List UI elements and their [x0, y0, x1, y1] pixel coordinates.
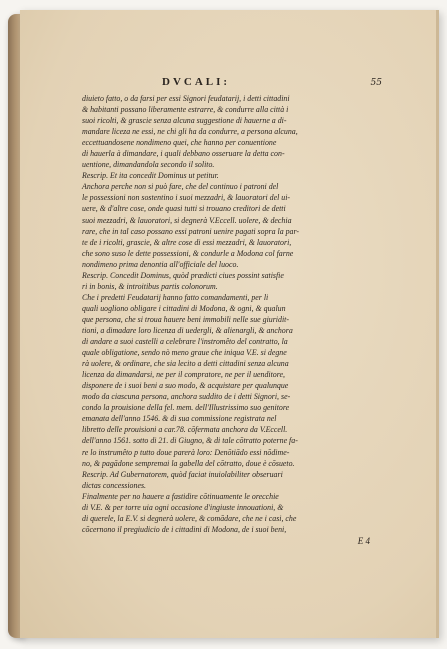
text-line: uentione, dimandandola secondo il solito. — [82, 160, 215, 170]
text-line: Finalmente per no hauere a fastidire cōtinuamente le orecchie — [82, 491, 279, 501]
body-text — [82, 93, 382, 535]
text-line: di querele, la E.V. si degnerà uolere, & comādare, che ne i casi, che — [82, 513, 297, 523]
text-line: cōcernono il pregiudicio de i cittadini di Modona, de i suoi beni, — [82, 524, 287, 534]
text-line: licenza da dimandarsi, ne per il compratore, ne per il uenditore, — [82, 370, 286, 380]
text-line: mandare liceza ne essi, ne chi gli ha da condurre, a persona alcuna, — [82, 127, 298, 137]
text-line: diuieto fatto, o da farsi per essi Signori feudatarij, i detti cittadini — [82, 94, 290, 103]
text-line: uere, & d'altre cose, onde quasi tutti si trouano creditori de detti — [82, 204, 286, 214]
text-line: libretto delle prouisioni a car.78. cōfermata anchora da V.Eccell. — [82, 425, 288, 435]
text-line: le possessioni non sostentino i suoi mezzadri, & lauoratori del ui- — [82, 193, 291, 203]
book — [8, 10, 442, 640]
text-line: quale obligatione, sendo nò meno graue che iniqua V.E. si degne — [82, 348, 287, 358]
text-line: condo la prouisione della fel. mem. dell'Illustrissimo suo genitore — [82, 403, 290, 413]
text-line: modo da ciascuna persona, anchora suddito de i detti Signori, se- — [82, 392, 291, 402]
text-line: di andare a suoi castelli a celebrare l'instromêto del contratto, la — [82, 337, 288, 347]
text-line: dell'anno 1561. sotto di 21. di Giugno, & di tale cōtratto poterne fa- — [82, 436, 298, 446]
text-line: ri in bonis, & introitibus partis colonorum. — [82, 281, 218, 291]
text-block — [82, 76, 382, 546]
text-line: dictas concessiones. — [82, 480, 146, 490]
text-line: di V.E. & per torre uia ogni occasione d'ingiuste innouationi, & — [82, 502, 284, 512]
page-number: 55 — [370, 78, 382, 88]
text-line: Che i predetti Feudatarij hanno fatto comandamenti, per li — [82, 292, 269, 302]
text-line: che sono suso le dette possessioni, & condurle a Modona col farne — [82, 248, 294, 258]
text-line: emanata dell'anno 1546. & di sua commissione registrata nel — [82, 414, 277, 424]
text-line: & habitanti possano liberamente estrarre, & condurre alla città i — [82, 105, 289, 115]
text-line: rare, che in tal caso possano essi patroni uenire pagati sopra la par- — [82, 226, 300, 236]
text-line: te de i ricolti, grascie, & altre cose di essi mezzadri, & lauoratori, — [82, 237, 292, 247]
text-line: di hauerla à dimandare, i quali debbano osseruare la detta con- — [82, 149, 285, 159]
text-line: re lo instrumêto p tutto doue parerà loro: Denōtiādo essi nōdime- — [82, 447, 290, 457]
signature-mark: E 4 — [357, 535, 370, 546]
text-line: suoi mezzadri, & lauoratori, si degnerà V.Eccell. uolere, & dechia — [82, 215, 292, 225]
text-line: Rescrip. Concedit Dominus, quòd prædicti ciues possint satisfie — [82, 270, 284, 280]
text-line: Anchora perche non si può fare, che del continuo i patroni del — [82, 182, 279, 192]
running-head: DVCALI: — [162, 76, 231, 88]
text-line: nondimeno prima denontia all'officiale del luoco. — [82, 259, 239, 269]
text-line: quali uogliono obligare i cittadini di Modona, & ogni, & qualun — [82, 303, 286, 313]
page-footer — [82, 536, 382, 546]
text-line: no, & pagādone sempremai la gabella del cōtratto, doue è cōsueto. — [82, 458, 295, 468]
book-page — [20, 10, 439, 638]
text-line: rà uolere, & ordinare, che sia lecito a detti cittadini senza alcuna — [82, 359, 289, 369]
text-line: que persona, che si troua hauere beni immobili nelle sue giuridit- — [82, 314, 289, 324]
page-header — [82, 76, 382, 88]
text-line: tioni, a dimadare loro licenza di uedergli, & alienargli, & anchora — [82, 325, 293, 335]
text-line: Rescrip. Ad Gubernatorem, quòd faciat inuiolabiliter obseruari — [82, 469, 283, 479]
text-line: Rescrip. Et ita concedit Dominus ut petitur. — [82, 171, 219, 181]
text-line: disponere de i suoi beni a suo modo, & acquistare per qualunque — [82, 381, 289, 391]
text-line: eccettuandosene nondimeno quei, che hanno per conuentione — [82, 138, 277, 148]
text-line: suoi ricolti, & grascie senza alcuna suggestione di hauerne a di- — [82, 116, 287, 126]
